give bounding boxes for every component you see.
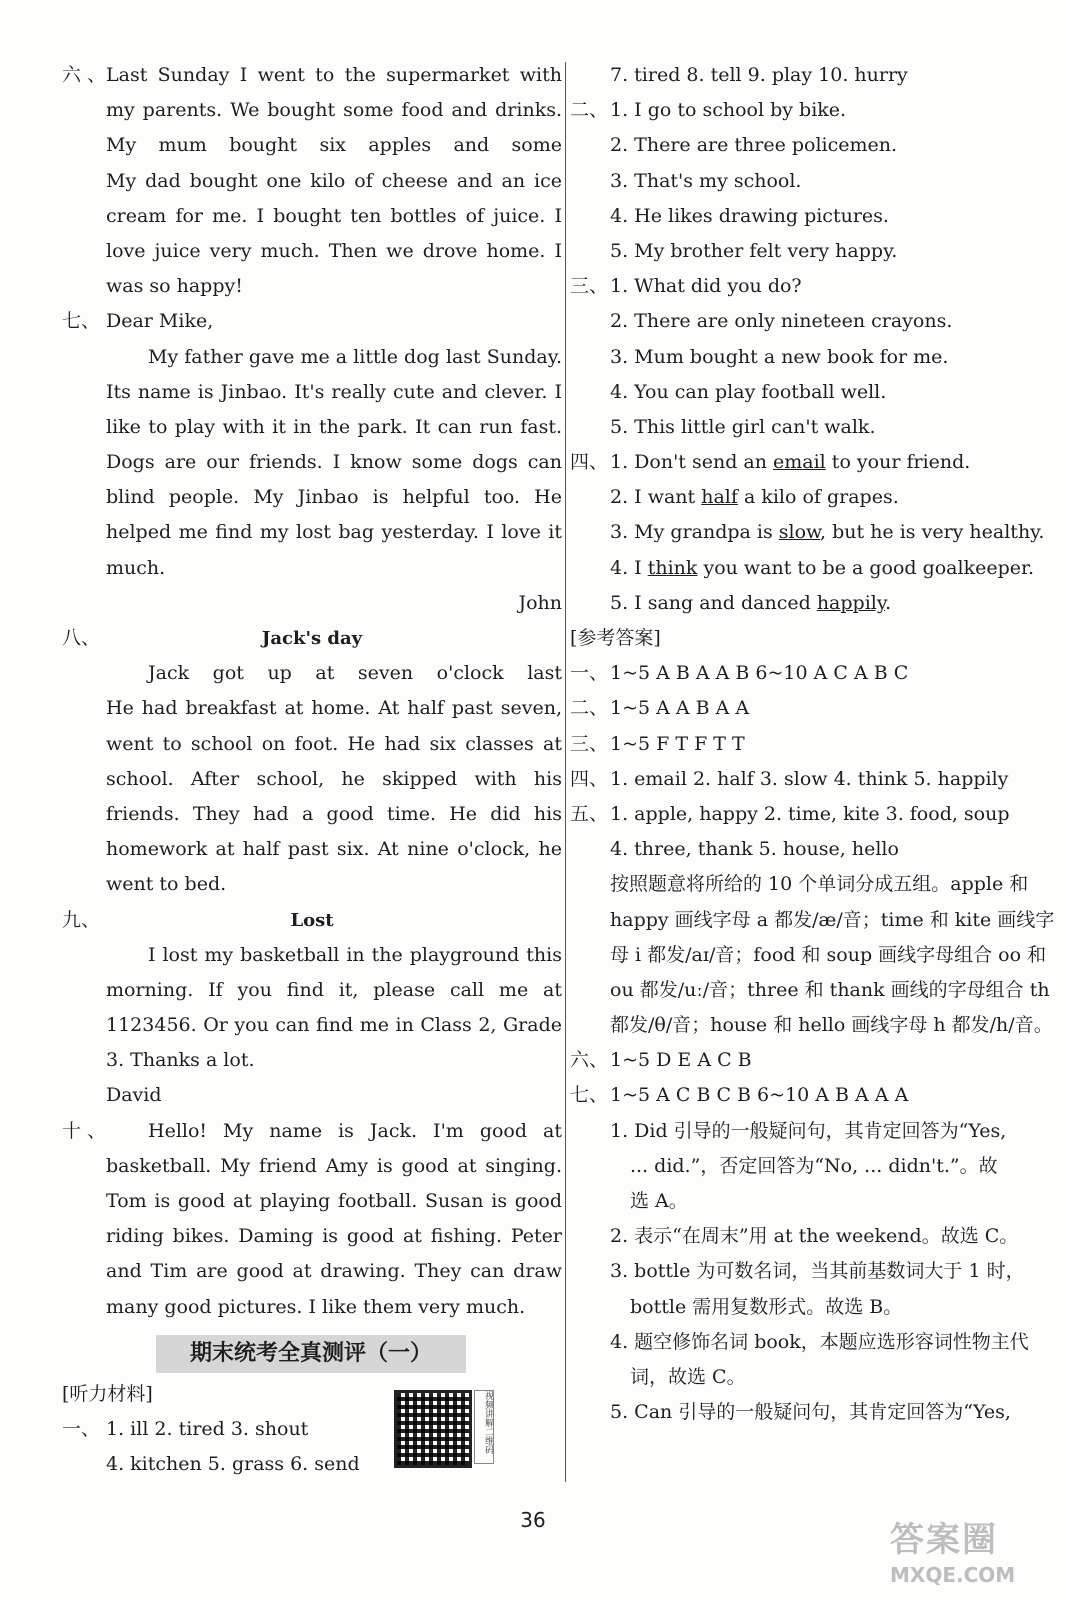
section-number: 十、 [62, 1119, 106, 1142]
section-4-item: 四、 1. Don't send an email to your friend. [570, 445, 1066, 480]
explanation-line: 选 A。 [630, 1190, 688, 1212]
section-6-line: My mum bought six apples and some [106, 134, 562, 157]
part-1-line: 一、 1. ill 2. tired 3. shout [62, 1412, 562, 1447]
answer-row: 四、 1. email 2. half 3. slow 4. think 5. happily [570, 762, 1066, 797]
page-number: 36 [520, 1508, 546, 1532]
explanation-line: ou 都发/uː/音；three 和 thank 画线的字母组合 th [610, 978, 1050, 1001]
explanation-line: 都发/θ/音；house 和 hello 画线字母 h 都发/h/音。 [610, 1014, 1053, 1037]
section-2-item: 4. He likes drawing pictures. [610, 204, 889, 227]
underlined-word: slow [778, 521, 821, 544]
notice-signature: David [106, 1084, 162, 1107]
section-10-line: 十、 Hello! My name is Jack. I'm good at [62, 1114, 562, 1149]
explanation-line: 1. Did 引导的一般疑问句，其肯定回答为“Yes, [610, 1119, 1007, 1142]
underlined-word: half [701, 486, 738, 509]
explanation-line: 5. Can 引导的一般疑问句，其肯定回答为“Yes, [610, 1401, 1011, 1424]
section-8-line: school. After school, he skipped with his [106, 767, 562, 790]
section-4-item: 2. I want half a kilo of grapes. [610, 486, 899, 509]
section-2-item: 3. That's my school. [610, 169, 802, 192]
left-column [62, 58, 562, 1482]
section-7-line: blind people. My Jinbao is helpful too. He [106, 486, 562, 509]
section-3-item: 三、 1. What did you do? [570, 269, 1066, 304]
section-10-line: many good pictures. I like them very much. [106, 1295, 526, 1318]
right-column [570, 58, 1066, 1430]
section-10-line: and Tim are good at drawing. They can draw [106, 1260, 562, 1283]
part-1-line: 4. kitchen 5. grass 6. send [106, 1453, 360, 1476]
answer-row: 五、 1. apple, happy 2. time, kite 3. food, soup [570, 797, 1066, 832]
explanation-line: 4. 题空修饰名词 book，本题应选形容词性物主代 [610, 1330, 1029, 1353]
underlined-word: email [773, 451, 826, 474]
section-3-item: 5. This little girl can't walk. [610, 415, 876, 438]
section-3-item: 2. There are only nineteen crayons. [610, 310, 953, 333]
section-number: 八、 [62, 627, 101, 649]
section-number: 三、 [570, 732, 609, 755]
explanation-line: 3. bottle 为可数名词，当其前基数词大于 1 时， [610, 1260, 1025, 1283]
section-number: 一、 [62, 1417, 101, 1440]
section-7-line: My father gave me a little dog last Sunday. [148, 345, 562, 368]
section-9-line: 3. Thanks a lot. [106, 1049, 255, 1072]
exam-title-banner: 期末统考全真测评（一） [156, 1335, 466, 1373]
section-8-line: He had breakfast at home. At half past seven, [106, 697, 562, 720]
section-8-title-row [62, 621, 562, 656]
section-2-item: 5. My brother felt very happy. [610, 239, 898, 262]
section-10-line: basketball. My friend Amy is good at singing. [106, 1154, 562, 1177]
answers-label: [参考答案] [570, 627, 661, 649]
section-number: 九、 [62, 908, 101, 931]
section-7-salutation: 七、 Dear Mike, [62, 304, 562, 339]
section-7-line: Dogs are our friends. I know some dogs can [106, 451, 562, 474]
watermark-url: MXQE.COM [890, 1563, 1016, 1587]
passage-title: Lost [290, 909, 334, 931]
explanation-line: happy 画线字母 a 都发/æ/音；time 和 kite 画线字 [610, 908, 1055, 931]
section-8-line: Jack got up at seven o'clock last [148, 662, 562, 685]
section-number: 五、 [570, 802, 609, 825]
section-3-item: 4. You can play football well. [610, 380, 887, 403]
listening-continued: 7. tired 8. tell 9. play 10. hurry [610, 64, 908, 86]
section-4-item: 5. I sang and danced happily. [610, 591, 892, 614]
section-number: 六、 [570, 1049, 609, 1072]
explanation-line: 母 i 都发/aɪ/音；food 和 soup 画线字母组合 oo 和 [610, 943, 1047, 966]
answer-row: 六、 1~5 D E A C B [570, 1043, 1066, 1078]
explanation-line: 词，故选 C。 [630, 1365, 746, 1388]
section-9-line: I lost my basketball in the playground this [148, 943, 562, 966]
underlined-word: happily [816, 591, 886, 614]
explanation-line: 按照题意将所给的 10 个单词分成五组。apple 和 [610, 873, 1029, 896]
section-4-item: 3. My grandpa is slow, but he is very healthy. [610, 521, 1045, 544]
section-number: 三、 [570, 275, 609, 298]
qr-code[interactable] [394, 1390, 472, 1468]
section-6-line: My dad bought one kilo of cheese and an ice [106, 169, 562, 192]
section-number: 六、 [62, 64, 106, 86]
section-6-line: cream for me. I bought ten bottles of juice. I [106, 204, 562, 227]
section-9-title-row [62, 903, 562, 938]
watermark-logo: 答案圈 [890, 1520, 998, 1560]
section-number: 二、 [570, 697, 609, 720]
answer-row: 一、 1~5 A B A A B 6~10 A C A B C [570, 656, 1066, 691]
section-2-item: 2. There are three policemen. [610, 134, 898, 157]
section-number: 七、 [62, 310, 101, 333]
explanation-line: 2. 表示“在周末”用 at the weekend。故选 C。 [610, 1225, 1019, 1248]
section-10-line: riding bikes. Daming is good at fishing. Peter [106, 1225, 562, 1248]
qr-code-label: 视频讲解二维码 [474, 1390, 494, 1464]
section-8-line: homework at half past six. At nine o'clock, he [106, 838, 562, 861]
answer-row: 七、 1~5 A C B C B 6~10 A B A A A [570, 1078, 1066, 1113]
section-3-item: 3. Mum bought a new book for me. [610, 345, 949, 368]
section-7-line: Its name is Jinbao. It's really cute and clever. I [106, 380, 562, 403]
section-6-line: love juice very much. Then we drove home. I [106, 239, 562, 262]
listening-label: [听力材料] [62, 1382, 153, 1405]
section-7-line: like to play with it in the park. It can run fast. [106, 415, 562, 438]
watermark [890, 1518, 1060, 1594]
section-9-line: morning. If you find it, please call me at [106, 978, 562, 1001]
section-8-line: friends. They had a good time. He did his [106, 802, 562, 825]
section-number: 二、 [570, 99, 609, 122]
section-8-line: went to school on foot. He had six classes at [106, 732, 562, 755]
answer-row: 4. three, thank 5. house, hello [610, 838, 899, 861]
answer-row: 三、 1~5 F T F T T [570, 727, 1066, 762]
section-8-line: went to bed. [106, 873, 227, 896]
section-6-line: my parents. We bought some food and drinks. [106, 99, 562, 122]
letter-signature: John [518, 591, 562, 614]
section-6-line: 六、Last Sunday I went to the supermarket with [62, 58, 562, 93]
section-number: 七、 [570, 1084, 609, 1107]
section-2-item: 二、 1. I go to school by bike. [570, 93, 1066, 128]
column-divider [565, 62, 566, 1482]
section-7-line: helped me find my lost bag yesterday. I love it [106, 521, 562, 544]
answer-row: 二、 1~5 A A B A A [570, 691, 1066, 726]
explanation-line: bottle 需用复数形式。故选 B。 [630, 1295, 903, 1318]
passage-title: Jack's day [261, 628, 363, 649]
underlined-word: think [647, 556, 698, 579]
section-4-item: 4. I think you want to be a good goalkeeper. [610, 556, 1035, 579]
section-9-line: 1123456. Or you can find me in Class 2, Grade [106, 1014, 562, 1037]
section-7-line: much. [106, 556, 166, 579]
section-6-line: was so happy! [106, 275, 243, 298]
section-number: 四、 [570, 451, 609, 474]
section-number: 一、 [570, 662, 609, 685]
section-10-line: Tom is good at playing football. Susan is good [106, 1190, 562, 1212]
section-number: 四、 [570, 767, 609, 790]
explanation-line: ... did.”，否定回答为“No, ... didn't.”。故 [630, 1154, 998, 1177]
